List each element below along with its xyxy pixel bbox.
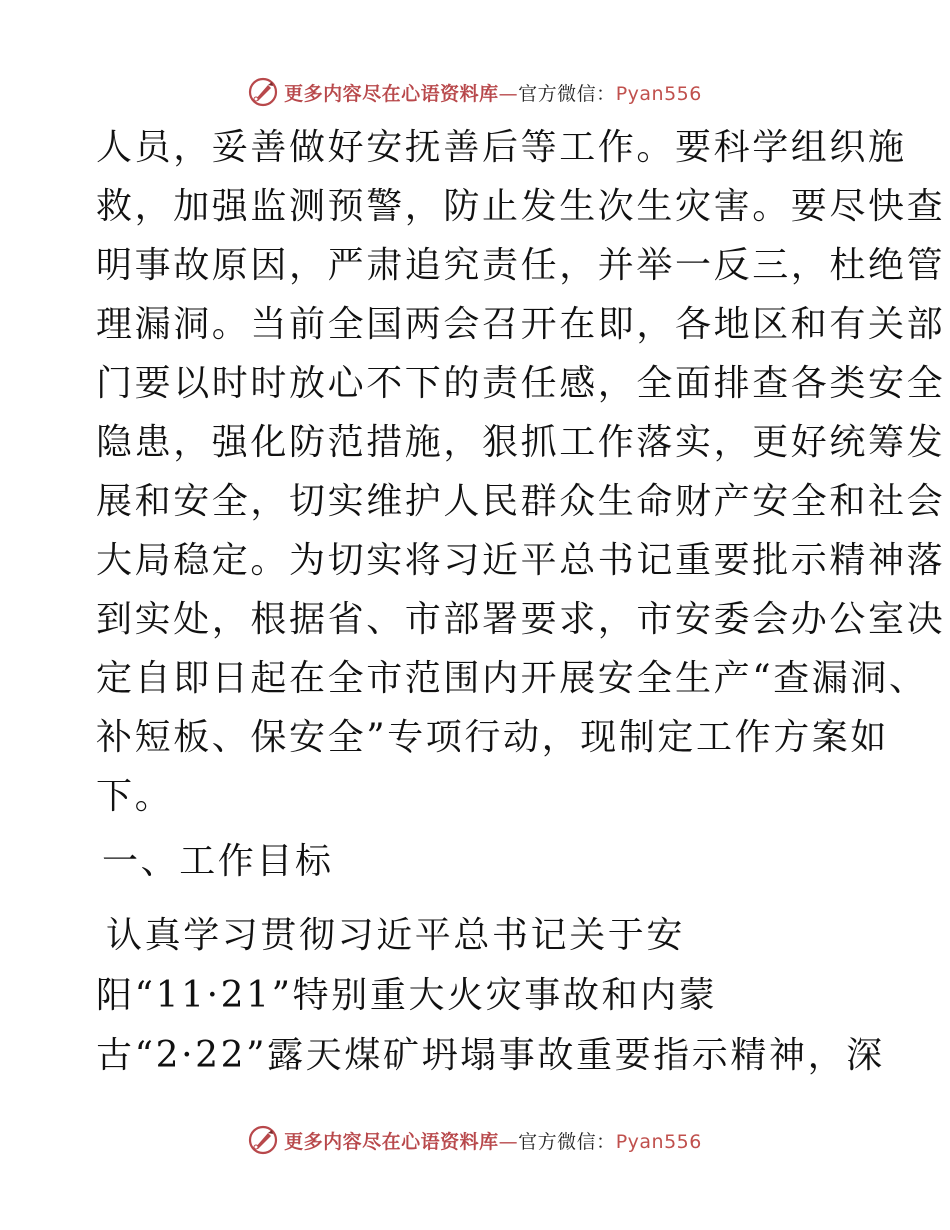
- body-paragraph: [96, 118, 946, 826]
- quill-logo-icon: [248, 77, 278, 107]
- body-line: 救，加强监测预警，防止发生次生灾害。要尽快查: [96, 186, 946, 227]
- body-line: 理漏洞。当前全国两会召开在即，各地区和有关部: [96, 304, 946, 345]
- banner-separator: —: [498, 82, 519, 105]
- body-line: 人员，妥善做好安抚善后等工作。要科学组织施: [96, 127, 907, 168]
- body-line: 大局稳定。为切实将习近平总书记重要批示精神落: [96, 540, 946, 581]
- banner-wechat-id: Pyan556: [615, 82, 702, 105]
- header-banner-text: [284, 79, 702, 106]
- banner-official-label: 官方微信：: [518, 82, 616, 105]
- body-line: 门要以时时放心不下的责任感，全面排查各类安全: [96, 363, 946, 404]
- section-heading: 一、工作目标: [102, 841, 334, 882]
- body-line: 明事故原因，严肃追究责任，并举一反三，杜绝管: [96, 245, 946, 286]
- banner-official-label: 官方微信：: [518, 1130, 616, 1153]
- header-banner: [0, 72, 950, 112]
- body-line: 隐患，强化防范措施，狠抓工作落实，更好统筹发: [96, 422, 946, 463]
- body-line: 补短板、保安全”专项行动，现制定工作方案如: [96, 717, 890, 758]
- footer-banner: [0, 1120, 950, 1160]
- body-line: 下。: [96, 776, 174, 817]
- section-line: 认真学习贯彻习近平总书记关于安: [106, 915, 686, 956]
- footer-banner-text: [284, 1127, 702, 1154]
- body-line: 到实处，根据省、市部署要求，市安委会办公室决: [96, 599, 946, 640]
- body-line: 展和安全，切实维护人民群众生命财产安全和社会: [96, 481, 946, 522]
- section-line: 古“2·22”露天煤矿坍塌事故重要指示精神，深: [96, 1035, 885, 1076]
- section-line: 阳“11·21”特别重大火灾事故和内蒙: [96, 975, 718, 1016]
- body-line: 定自即日起在全市范围内开展安全生产“查漏洞、: [96, 658, 928, 699]
- banner-brand: 更多内容尽在心语资料库: [284, 82, 499, 105]
- quill-logo-icon: [248, 1125, 278, 1155]
- banner-separator: —: [498, 1130, 519, 1153]
- banner-brand: 更多内容尽在心语资料库: [284, 1130, 499, 1153]
- section-paragraph: [96, 906, 885, 1086]
- banner-wechat-id: Pyan556: [615, 1130, 702, 1153]
